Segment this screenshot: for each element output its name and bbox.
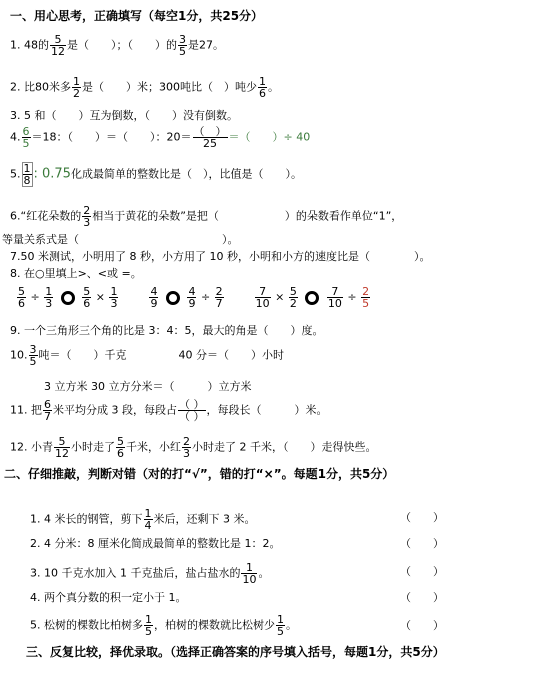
question-9: 9. 一个三角形三个角的比是 3：4：5，最大的角是（ ）度。 xyxy=(10,324,324,337)
fraction: $\frac{2}{3}$ xyxy=(183,435,190,460)
q6-text-a: 6.“红花朵数的 xyxy=(10,209,82,223)
question-6-line-2: 等量关系式是（ ）。 xyxy=(2,233,239,246)
operator: × xyxy=(275,290,285,304)
question-1 xyxy=(10,34,224,57)
q10-text-a: 10. xyxy=(10,348,28,362)
fraction: $\frac{1}{5}$ xyxy=(145,613,152,638)
fraction: $\frac{7}{10}$ xyxy=(255,285,270,310)
question-12 xyxy=(10,436,377,459)
operator: ÷ xyxy=(30,290,40,304)
fraction: $\frac{1}{8}$ xyxy=(23,162,31,187)
fraction: （ ） （ ） xyxy=(179,398,205,423)
judge-item-2: 2. 4 分米：8 厘米化简成最简单的整数比是 1：2。 xyxy=(30,537,281,550)
question-6 xyxy=(10,205,402,228)
judge-5-text-c: 。 xyxy=(286,618,297,632)
fraction: $\frac{1}{2}$ xyxy=(73,75,80,100)
q10-text-c: 40 分＝（ ）小时 xyxy=(178,348,284,362)
q5-text-c: 化成最简单的整数比是（ ），比值是（ ）。 xyxy=(70,167,302,181)
judge-item-1 xyxy=(30,508,256,531)
q4-text-a: 4. xyxy=(10,130,21,144)
question-2 xyxy=(10,76,279,99)
fraction: $\frac{2}{5}$ xyxy=(362,285,370,310)
judge-answer-paren[interactable]: （ ） xyxy=(400,511,444,524)
judge-3-text-b: 。 xyxy=(258,566,270,580)
section-3-heading: 三、反复比较，择优录取。（选择正确答案的序号填入括号，每题1分，共5分） xyxy=(26,645,445,659)
question-7: 7.50 米测试，小明用了 8 秒，小方用了 10 秒，小明和小方的速度比是（ ）。 xyxy=(10,250,431,263)
q5-text-a: 5. xyxy=(10,167,21,181)
fraction: $\frac{5}{6}$ xyxy=(117,435,124,460)
q11-text-c: ，每段长（ ）米。 xyxy=(206,403,328,417)
q1-text-c: 是27。 xyxy=(188,38,224,52)
fraction: $\frac{2}{3}$ xyxy=(83,204,91,229)
q12-text-b: 小时走了 xyxy=(71,440,115,454)
operator: ÷ xyxy=(200,290,211,304)
fraction: $\frac{6}{7}$ xyxy=(44,398,51,423)
fraction: $\frac{1}{3}$ xyxy=(45,285,53,310)
q2-text-c: 。 xyxy=(268,80,279,94)
fraction: $\frac{5}{6}$ xyxy=(18,285,25,310)
judge-1-text-a: 1. 4 米长的钢管，剪下 xyxy=(30,512,143,526)
judge-item-4: 4. 两个真分数的积一定小于 1。 xyxy=(30,591,187,604)
fraction: $\frac{3}{5}$ xyxy=(29,343,37,368)
fraction: $\frac{1}{3}$ xyxy=(110,285,118,310)
judge-3-text-a: 3. 10 千克水加入 1 千克盐后，盐占盐水的 xyxy=(30,566,241,580)
judge-1-text-b: 米后，还剩下 3 米。 xyxy=(153,512,256,526)
fraction: $\frac{3}{5}$ xyxy=(179,33,186,58)
fraction: $\frac{1}{5}$ xyxy=(277,613,284,638)
judge-item-3 xyxy=(30,562,269,585)
section-1-heading: 一、用心思考，正确填写（每空1分，共25分） xyxy=(10,9,264,23)
compare-circle[interactable] xyxy=(166,291,180,305)
compare-circle[interactable] xyxy=(305,291,319,305)
fraction: $\frac{1}{4}$ xyxy=(144,507,152,532)
operator: × xyxy=(95,290,105,304)
comparison-expressions xyxy=(16,286,371,309)
fraction: $\frac{4}{9}$ xyxy=(188,285,196,310)
operator: ÷ xyxy=(347,290,357,304)
judge-answer-paren[interactable]: （ ） xyxy=(400,619,444,632)
judge-5-text-a: 5. 松树的棵数比柏树多 xyxy=(30,618,143,632)
fraction: $\frac{6}{5}$ xyxy=(22,125,30,150)
fraction: $\frac{5}{6}$ xyxy=(83,285,91,310)
question-3: 3. 5 和（ ）互为倒数，（ ）没有倒数。 xyxy=(10,109,238,122)
judge-5-text-b: ，柏树的棵数就比松树少 xyxy=(154,618,275,632)
question-4 xyxy=(10,126,310,149)
judge-answer-paren[interactable]: （ ） xyxy=(400,565,444,578)
q4-text-c: ＝（ ）÷ 40 xyxy=(228,130,311,144)
q2-text-b: 是（ ）米；300吨比（ ）吨少 xyxy=(82,80,257,94)
question-8: 8. 在○里填上>、<或 =。 xyxy=(10,267,142,280)
q11-text-b: 米平均分成 3 段，每段占 xyxy=(53,403,177,417)
q2-text-a: 2. 比80米多 xyxy=(10,80,71,94)
q1-text-b: 是（ ）；（ ）的 xyxy=(67,38,177,52)
question-11 xyxy=(10,399,328,422)
judge-answer-paren[interactable]: （ ） xyxy=(400,537,444,550)
q5-ratio: : 0.75 xyxy=(33,166,71,182)
fraction: $\frac{7}{10}$ xyxy=(327,285,342,310)
section-2-heading: 二、仔细推敲，判断对错（对的打“√”，错的打“×”。每题1分，共5分） xyxy=(4,467,395,481)
question-5 xyxy=(10,162,302,187)
fraction: $\frac{5}{12}$ xyxy=(51,33,65,58)
q12-text-d: 小时走了 2 千米，（ ）走得快些。 xyxy=(192,440,377,454)
q10-text-b: 吨＝（ ）千克 xyxy=(38,348,127,362)
judge-answer-paren[interactable]: （ ） xyxy=(400,591,444,604)
question-10 xyxy=(10,344,284,367)
fraction: $\frac{2}{7}$ xyxy=(215,285,223,310)
fraction: $\frac{5}{12}$ xyxy=(55,435,69,460)
q12-text-c: 千米，小红 xyxy=(126,440,181,454)
q12-text-a: 12. 小青 xyxy=(10,440,53,454)
fraction: $\frac{1}{10}$ xyxy=(242,561,257,586)
q4-text-b: ＝18：（ ）＝（ ）：20＝ xyxy=(31,130,192,144)
judge-item-5 xyxy=(30,614,297,637)
question-10-line-2: 3 立方米 30 立方分米＝（ ）立方米 xyxy=(44,380,252,393)
q6-text-b: 相当于黄花的朵数”是把（ ）的朵数看作单位“1”， xyxy=(92,209,403,223)
compare-circle[interactable] xyxy=(61,291,75,305)
fraction: $\frac{4}{9}$ xyxy=(150,285,158,310)
q11-text-a: 11. 把 xyxy=(10,403,42,417)
q1-text-a: 1. 48的 xyxy=(10,38,49,52)
fraction: $\frac{5}{2}$ xyxy=(289,285,297,310)
fraction: $\frac{1}{6}$ xyxy=(259,75,266,100)
fraction: （ ） 25 xyxy=(193,125,227,150)
